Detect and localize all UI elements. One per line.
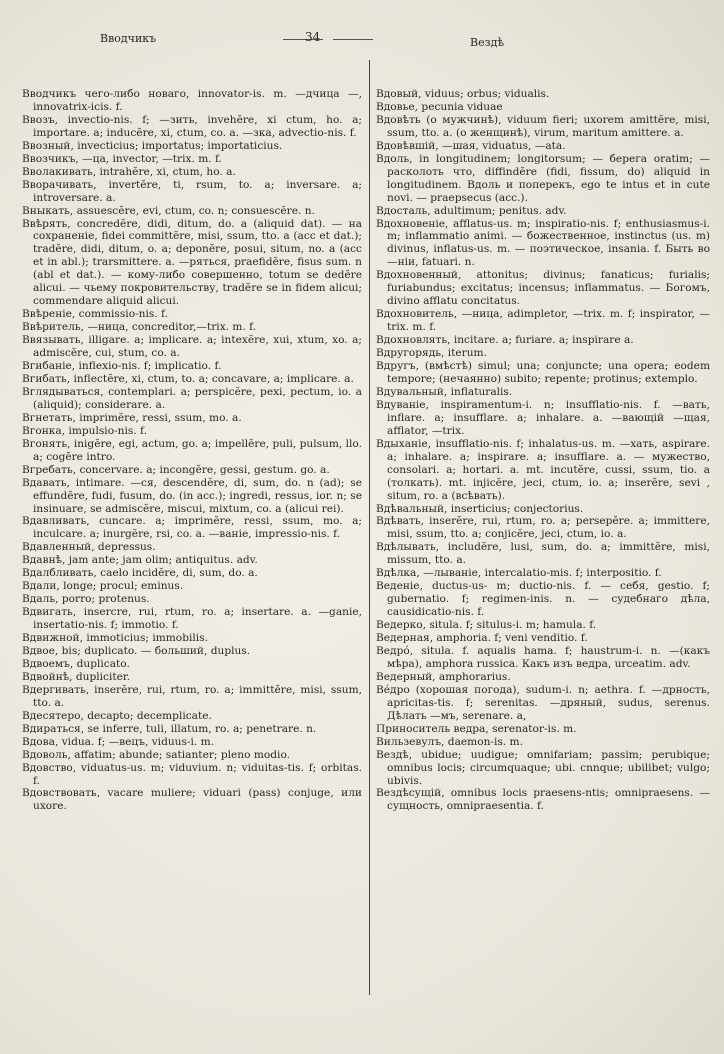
dictionary-entry: Вныкать, assuescĕre, evi, ctum, co. n; consuescĕre. n. (22, 204, 315, 217)
left-column (22, 88, 362, 813)
dictionary-entry: Вдѣлывать, includĕre, lusi, sum, do. a; immittĕre, misi, missum, tto. a. (376, 541, 710, 567)
dictionary-entry: Вдувальный, inflaturalis. (376, 385, 513, 398)
dictionary-entry: Вдыханіе, insufflatio-nis. f; inhalatus-us. m. —хать, aspirare. a; inhalare. a; inspirare. a; insufflare. a. — мужество, consolari. a; hortari. a. mt. incutĕre, cussi, ssum, tio. a (толкать). mt. injicĕre, jeci, ctum, io. a; inserĕre, sevi , situm, ro. a (всѣвать). (376, 437, 710, 502)
dictionary-entry: Вдохновенный, attonitus; divinus; fanaticus; furialis; furiabundus; excitatus; incensus; inflammatus. — Богомъ, divino afflatu concitatus. (376, 269, 710, 308)
page-number: 34 (305, 30, 321, 44)
dictionary-entry: Вволакивать, intrahĕre, xi, ctum, ho. a. (22, 165, 236, 178)
dictionary-entry: Ввѣрять, concredĕre, didi, ditum, do. a (aliquid dat). — на сохраненіе, fidei committĕre, misi, ssum, tto. a (acc et dat.); tradĕre, didi, ditum, o. a; deponĕre, posui, situm, no. a (acc et in abl.); trarsmittere. a. —ряться, praefidĕre, fisus sum. n (abl et dat.). — кому-либо совершенно, totum se dedĕre alicui. — чьему покровительству, tradĕre se in fidem alicui; commendare aliquid alicui. (22, 217, 362, 308)
dictionary-entry: Веденіе, ductus-us- m; ductio-nis. f. — себя, gestio. f; gubernatio. f; regimen-inis. n. — судебнаго дѣла, causidicatio-nis. f. (376, 580, 710, 619)
column-divider (369, 60, 370, 995)
dictionary-entry: Вéдро (хорошая погода), sudum-i. n; aethra. f. —дрность, apricitas-tis. f; serenitas. —дряный, sudus, serenus. Дѣлать —мъ, serenare. a, (376, 683, 710, 722)
dictionary-entry: Вдовствовать, vacare muliere; viduari (pass) conjuge, или uxore. (22, 787, 362, 813)
dictionary-entry: Вдохновлять, incitare. a; furiare. a; inspirare a. (376, 334, 634, 347)
dictionary-entry: Вдовѣть (о мужчинѣ), viduum fieri; uxorem amittĕre, misi, ssum, tto. a. (о женщинѣ), virum, maritum amittere. a. (376, 113, 710, 139)
dictionary-entry: Вворачивать, invertĕre, ti, rsum, to. a; inversare. a; introversare. a. (22, 178, 362, 204)
dictionary-entry: Вдвоемъ, duplicato. (22, 657, 130, 670)
dictionary-entry: Вдуваніе, inspiramentum-i. n; insufflatio-nis. f. —вать, inflare. a; insufflare. a; inhalare. a. —вающій —щая, afflator, —trix. (376, 398, 710, 437)
dictionary-entry: Вдали, longe; procul; eminus. (22, 580, 184, 593)
dictionary-entry: Ведерная, amphoria. f; veni venditio. f. (376, 632, 588, 645)
dictionary-entry: Вдавливать, cuncare. a; imprimĕre, ressi, ssum, mo. a; inculcare. a; inurgĕre, rsi, co. a. —ваніе, impressio-nis. f. (22, 515, 362, 541)
dictionary-entry: Вдвижной, immoticius; immobilis. (22, 632, 208, 645)
dictionary-entry: Вгибаніе, inflexio-nis. f; implicatio. f. (22, 360, 222, 373)
dictionary-entry: Вгонка, impulsio-nis. f. (22, 424, 147, 437)
dictionary-entry: Ввозчикъ, —ца, invector, —trix. m. f. (22, 152, 222, 165)
dictionary-entry: Вдова, vidua. f; —вецъ, viduus-i. m. (22, 735, 215, 748)
header-right-guide-word: Вездѣ (470, 36, 504, 49)
dictionary-entry: Вездѣсущій, omnibus locis praesens-ntis; omnipraesens. —сущность, omnipraesentia. f. (376, 787, 710, 813)
dictionary-entry: Вдираться, se inferre, tuli, illatum, ro. a; penetrare. n. (22, 722, 317, 735)
dictionary-entry: Вводчикъ чего-либо новаго, innovator-is. m. —дчица —, innovatrix-icis. f. (22, 88, 362, 113)
dictionary-entry: Вдѣвать, inserĕre, rui, rtum, ro. a; persepĕre. a; immittere, misi, ssum, tto. a; conjicĕre, jeci, ctum, io. a. (376, 515, 710, 541)
dictionary-entry: Вгибать, inflectĕre, xi, ctum, to. a; concavare, a; implicare. a. (22, 372, 354, 385)
dictionary-entry: Вглядываться, contemplari. a; perspicĕre, pexi, pectum, io. a (aliquid); considerare. a. (22, 385, 362, 411)
dictionary-entry: Ввозный, invecticius; importatus; importaticius. (22, 139, 283, 152)
dictionary-entry: Вдовый, viduus; orbus; vidualis. (376, 88, 550, 100)
dictionary-entry: Вдругъ, (вмѣстѣ) simul; una; conjuncte; una opera; eodem tempore; (нечаянно) subito; repente; protinus; extemplo. (376, 360, 710, 385)
dictionary-entry: Ввѣреніе, commissio-nis. f. (22, 308, 168, 321)
dictionary-entry: Вдавать, intimare. —ся, descendĕre, di, sum, do. n (ad); se effundĕre, fudi, fusum, do. (in acc.); ingredi, ressus, ior. n; se insinuare, se admiscĕre, miscui, mixtum, co. a (alicui rei). (22, 476, 362, 515)
dictionary-entry: Вдвое, bis; duplicato. — больший, duplus. (22, 644, 251, 657)
right-column (376, 88, 710, 813)
dictionary-entry: Вгнетать, imprimĕre, ressi, ssum, mo. a. (22, 411, 242, 424)
dictionary-entry: Вдалбливать, caelo incidĕre, di, sum, do. a. (22, 567, 258, 580)
dictionary-entry: Ведерный, amphorarius. (376, 670, 511, 683)
header-left-guide-word: Вводчикъ (100, 32, 157, 45)
dictionary-entry: Вдругорядь, iterum. (376, 347, 487, 360)
dictionary-entry: Приноситель ведра, serenator-is. m. (376, 722, 577, 735)
dictionary-entry: Вдвойнѣ, dupliciter. (22, 670, 131, 683)
dictionary-entry: Вдесятеро, decapto; decemplicate. (22, 709, 212, 722)
dictionary-entry: Ведерко, situla. f; situlus-i. m; hamula. f. (376, 619, 597, 632)
dictionary-entry: Вдвигать, insercre, rui, rtum, ro. a; insertare. a. —ganie, insertatio-nis. f; immotio. f. (22, 606, 362, 632)
dictionary-entry: Вгонять, inigĕre, egi, actum, go. a; impellĕre, puli, pulsum, llo. a; cogĕre intro. (22, 437, 362, 463)
dictionary-entry: Ведрó, situla. f. aqualis hama. f; haustrum-i. n. —(какъ мѣра), amphora russica. Какъ изъ ведра, urceatim. adv. (376, 644, 710, 670)
dictionary-entry: Вдовѣвшій, —шая, viduatus, —ata. (376, 139, 566, 152)
dictionary-entry: Вгребать, concervare. a; incongĕre, gessi, gestum. go. a. (22, 463, 330, 476)
dictionary-entry: Ввозъ, invectio-nis. f; —зить, invehĕre, xi ctum, ho. a; importare. a; inducĕre, xi, ctum, co. a. —зка, advectio-nis. f. (22, 113, 362, 139)
dictionary-entry: Вдавленный, depressus. (22, 541, 156, 554)
dictionary-entry: Вдѣлка, —лываніе, intercalatio-mis. f; interpositio. f. (376, 567, 662, 580)
dictionary-entry: Ввѣритель, —ница, concreditor,—trix. m. f. (22, 321, 257, 334)
dictionary-entry: Вдовье, pecunia viduae (376, 100, 503, 113)
dictionary-entry: Вдоволь, affatim; abunde; satianter; pleno modio. (22, 748, 290, 761)
dictionary-entry: Вдосталь, adultimum; penitus. adv. (376, 204, 567, 217)
dictionary-entry: Вдѣвальный, inserticius; conjectorius. (376, 502, 584, 515)
header-rule-right (333, 39, 373, 40)
dictionary-entry: Вильзевулъ, daemon-is. m. (376, 735, 523, 748)
dictionary-entry: Вездѣ, ubidue; uudigue; omnifariam; passim; perubique; omnibus locis; circumquaque; ubi. cnnque; ubilibet; vulgo; ubivis. (376, 748, 710, 787)
dictionary-entry: Ввязывать, illigare. a; implicare. a; intexĕre, xui, xtum, xo. a; admiscĕre, cui, stum, co. a. (22, 334, 362, 360)
dictionary-entry: Вдаль, porro; protenus. (22, 593, 150, 606)
dictionary-entry: Вдергивать, inserĕre, rui, rtum, ro. a; immittĕre, misi, ssum, tto. a. (22, 683, 362, 709)
dictionary-entry: Вдавнѣ, jam ante; jam olim; antiquitus. adv. (22, 554, 258, 567)
dictionary-entry: Вдохновитель, —ница, adimpletor, —trix. m. f; inspirator, — trix. m. f. (376, 308, 710, 334)
dictionary-entry: Вдовство, viduatus-us. m; viduvium. n; viduitas-tis. f; orbitas. f. (22, 761, 362, 787)
dictionary-entry: Вдоль, in longitudinem; longitorsum; — берега oratim; — расколоть что, diffindĕre (fidi, fissum, do) aliquid in longitudinem. Вдоль и поперекъ, ego te intus et in cute novi. — praepsecus (acc.). (376, 152, 710, 204)
dictionary-entry: Вдохновеніе, afflatus-us. m; inspiratio-nis. f; enthusiasmus-i. m; inflammatio animi. — божественное, instinctus (us. m) divinus, inflatus-us. m. — поэтическое, insania. f. Быть во —ніи, fatuari. n. (376, 217, 710, 269)
